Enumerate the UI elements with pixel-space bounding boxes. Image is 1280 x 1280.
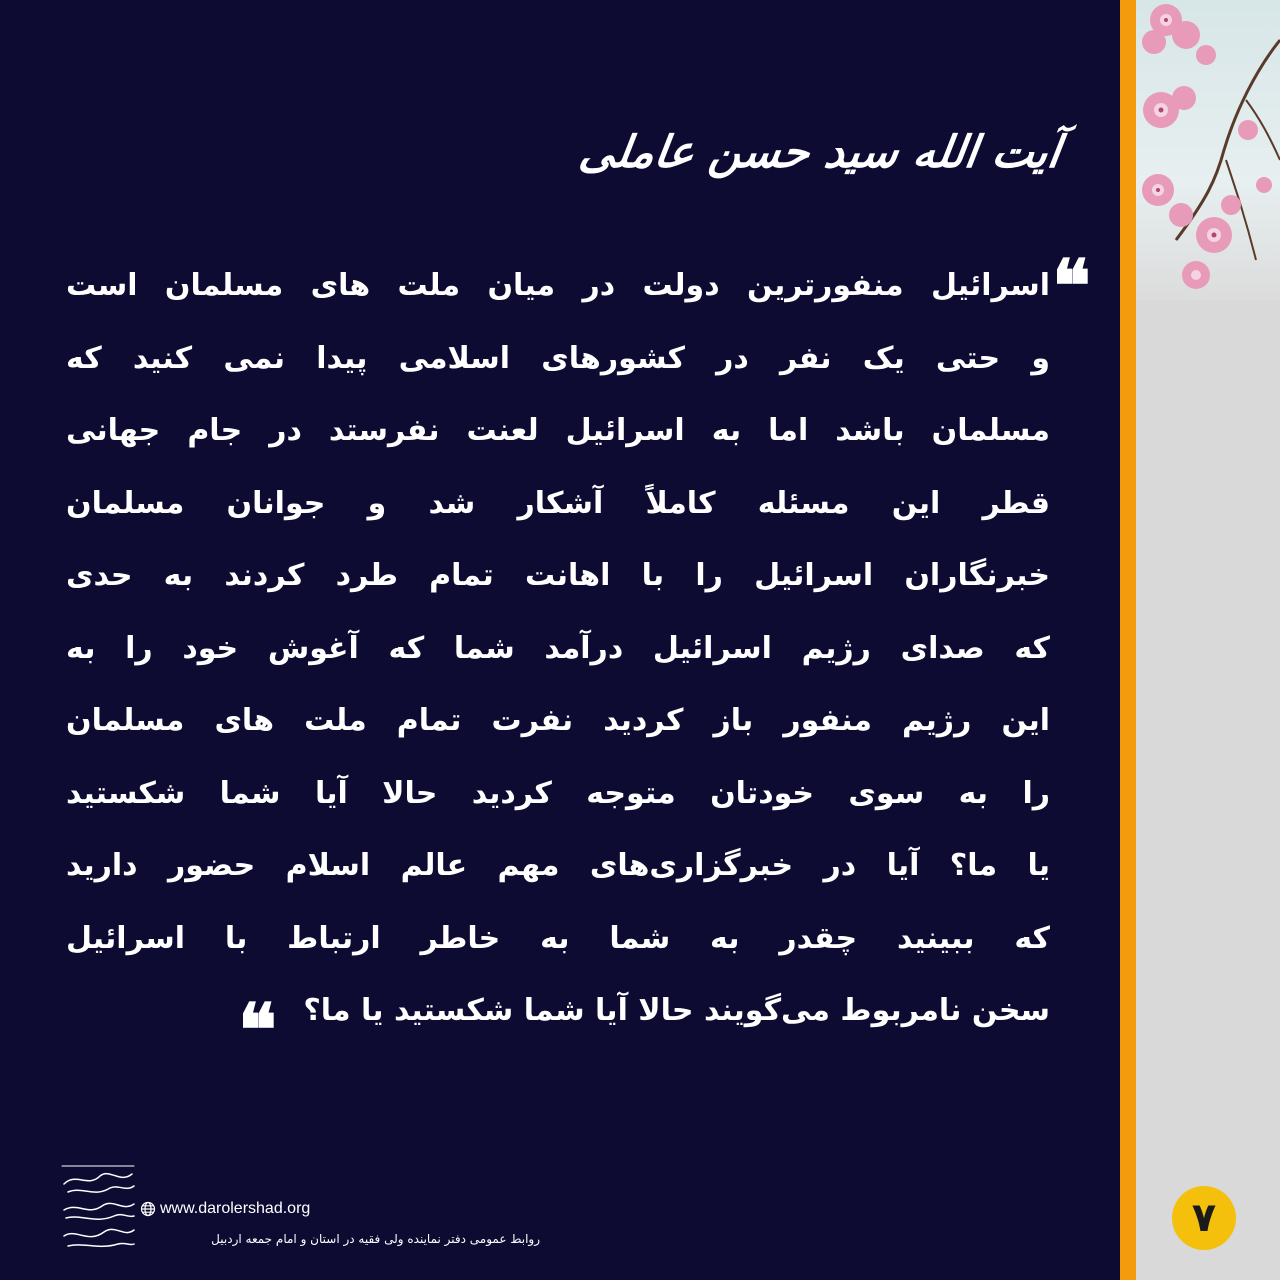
quote-line: و حتی یک نفر در کشورهای اسلامی پیدا نمی کنید که — [66, 340, 1050, 376]
quote-line: قطر این مسئله کاملاً آشکار شد و جوانان مسلمان — [66, 485, 1050, 521]
quote-line: این رژیم منفور باز کردید نفرت تمام ملت های مسلمان — [66, 703, 1050, 738]
page-title: آیت الله سید حسن عاملی — [576, 127, 1064, 178]
cherry-blossom-decoration — [1136, 0, 1280, 300]
quote-text — [66, 250, 1050, 1048]
globe-icon — [140, 1201, 156, 1217]
website-url[interactable]: www.darolershad.org — [160, 1200, 311, 1217]
quote-line: خبرنگاران اسرائیل را با اهانت تمام طرد کردند به حدی — [66, 558, 1050, 593]
open-quote-icon: ❝ — [1052, 243, 1091, 328]
footer-caption: روابط عمومی دفتر نماینده ولی فقیه در استان و امام جمعه اردبیل — [211, 1232, 540, 1246]
quote-line: مسلمان باشد اما به اسرائیل لعنت نفرستد در جام جهانی — [66, 413, 1050, 448]
side-panel — [1136, 0, 1280, 1280]
quote-line: سخن نامربوط می‌گویند حالا آیا شما شکستید یا ما؟ — [303, 993, 1050, 1028]
calligraphy-logo-icon — [58, 1158, 138, 1254]
quote-line: را به سوی خودتان متوجه کردید حالا آیا شما شکستید — [66, 775, 1050, 811]
quote-line: اسرائیل منفورترین دولت در میان ملت های مسلمان است — [66, 268, 1050, 303]
quote-line: که ببینید چقدر به شما به خاطر ارتباط با اسرائیل — [66, 920, 1050, 956]
blossom-branch-icon — [1136, 0, 1280, 300]
page-number-badge: ۷ — [1172, 1186, 1236, 1250]
quote-line: که صدای رژیم اسرائیل درآمد شما که آغوش خود را به — [66, 630, 1050, 666]
accent-stripe — [1120, 0, 1136, 1280]
quote-line: یا ما؟ آیا در خبرگزاری‌های مهم عالم اسلام حضور دارید — [66, 848, 1050, 883]
website-link[interactable] — [140, 1199, 310, 1219]
close-quote-icon: ❝ — [238, 987, 277, 1072]
